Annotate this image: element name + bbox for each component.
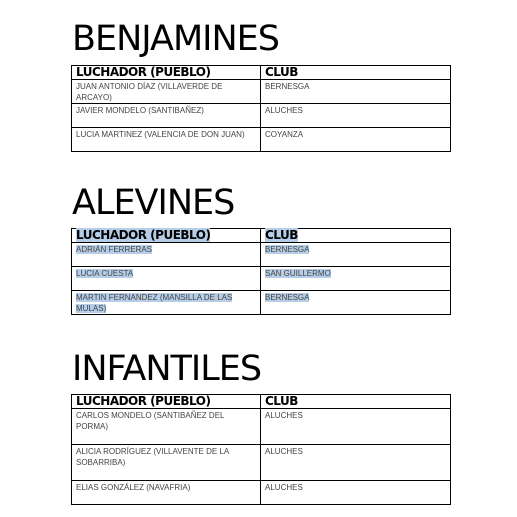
table-header-row [72, 229, 451, 243]
table-row [72, 291, 451, 315]
section-title-benjamines: BENJAMINES [72, 19, 279, 59]
luchador-cell: ALICIA RODRÍGUEZ (VILLAVENTE DE LA SOBARRIBA) [72, 445, 261, 481]
luchador-cell: MARTIN FERNANDEZ (MANSILLA DE LAS MULAS) [76, 293, 233, 313]
club-cell: BERNESGA [265, 245, 310, 254]
club-cell: ALUCHES [261, 409, 451, 445]
luchador-cell: JAVIER MONDELO (SANTIBAÑEZ) [72, 104, 261, 128]
luchador-cell: ADRIÁN FERRERAS [76, 245, 153, 254]
table-infantiles [71, 394, 451, 505]
table-row [72, 104, 451, 128]
table-row [72, 481, 451, 505]
header-club: CLUB [261, 395, 451, 409]
luchador-cell: LUCIA CUESTA [76, 269, 134, 278]
club-cell: ALUCHES [261, 104, 451, 128]
header-club: CLUB [261, 66, 451, 80]
luchador-cell: CARLOS MONDELO (SANTIBAÑEZ DEL PORMA) [72, 409, 261, 445]
club-cell: COYANZA [261, 128, 451, 152]
table-row [72, 128, 451, 152]
section-title-infantiles: INFANTILES [72, 349, 262, 389]
header-luchador: LUCHADOR (PUEBLO) [72, 66, 261, 80]
table-row [72, 243, 451, 267]
club-cell: SAN GUILLERMO [265, 269, 331, 278]
table-row [72, 409, 451, 445]
luchador-cell: ELIAS GONZÁLEZ (NAVAFRIA) [72, 481, 261, 505]
club-cell: ALUCHES [261, 481, 451, 505]
club-cell: BERNESGA [265, 293, 310, 302]
table-benjamines [71, 65, 451, 152]
header-luchador: LUCHADOR (PUEBLO) [72, 395, 261, 409]
club-cell: ALUCHES [261, 445, 451, 481]
table-row [72, 445, 451, 481]
table-header-row [72, 395, 451, 409]
section-title-alevines: ALEVINES [72, 183, 235, 223]
table-row [72, 80, 451, 104]
header-luchador: LUCHADOR (PUEBLO) [76, 228, 211, 242]
luchador-cell: JUAN ANTONIO DÍAZ (VILLAVERDE DE ARCAYO) [72, 80, 261, 104]
header-club: CLUB [265, 228, 298, 242]
club-cell: BERNESGA [261, 80, 451, 104]
table-header-row [72, 66, 451, 80]
luchador-cell: LUCIA MARTINEZ (VALENCIA DE DON JUAN) [72, 128, 261, 152]
table-alevines [71, 228, 451, 315]
table-row [72, 267, 451, 291]
